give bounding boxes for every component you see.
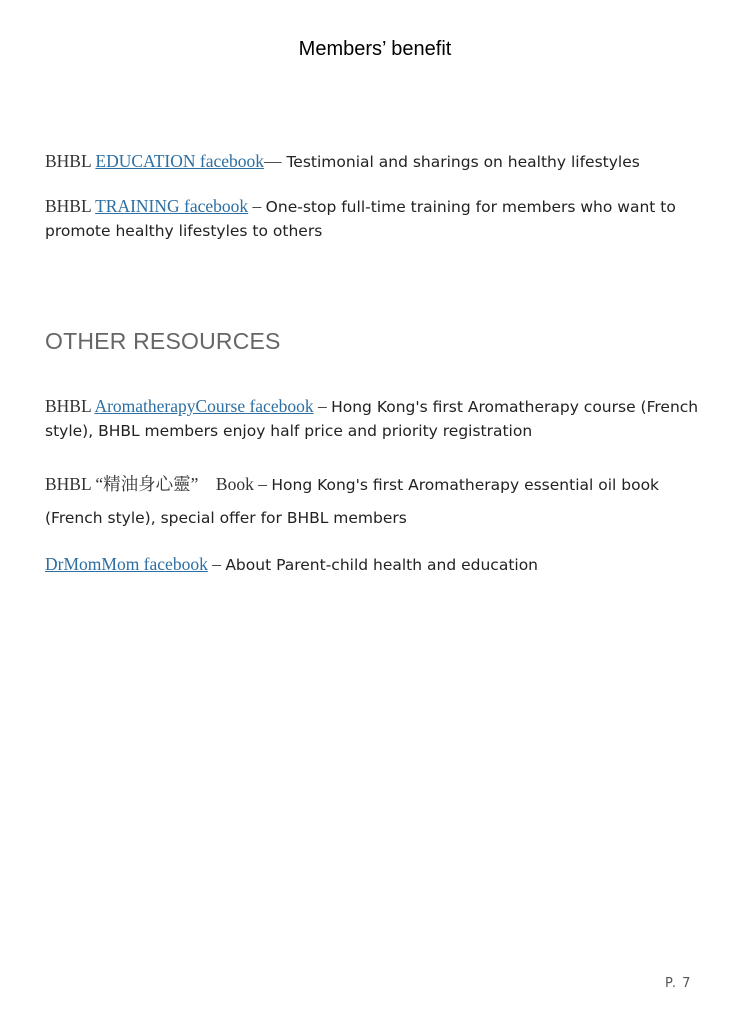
education-facebook-link[interactable]: EDUCATION facebook — [95, 151, 265, 171]
entry-description: One-stop full-time training for members who want to promote healthy lifestyles to others — [45, 198, 676, 240]
aromatherapy-facebook-link[interactable]: AromatherapyCourse facebook — [94, 396, 314, 416]
entry-dash: – — [248, 196, 266, 216]
entry-description: Hong Kong's first Aromatherapy course (French style), BHBL members enjoy half price and priority registration — [45, 398, 699, 440]
entry-dash: – — [207, 554, 226, 574]
training-entry — [45, 195, 685, 243]
entry-dash: – — [313, 396, 332, 416]
entry-description: About Parent-child health and education — [225, 556, 539, 574]
entry-description: Testimonial and sharings on healthy lifestyles — [281, 153, 640, 171]
education-entry — [45, 150, 705, 174]
entry-prefix: BHBL — [45, 196, 96, 216]
entry-prefix: BHBL — [45, 396, 95, 416]
aromatherapy-entry — [45, 395, 710, 443]
page-title: Members’ benefit — [298, 38, 452, 60]
book-entry — [45, 473, 705, 497]
training-facebook-link[interactable]: TRAINING facebook — [95, 196, 249, 216]
entry-description: Hong Kong's first Aromatherapy essential oil book — [271, 476, 660, 494]
drmommom-facebook-link[interactable]: DrMomMom facebook — [45, 554, 208, 574]
page-number: P. 7 — [665, 976, 692, 991]
book-description-continued: (French style), special offer for BHBL members — [45, 509, 407, 527]
entry-dash: — — [264, 151, 282, 171]
drmommom-entry — [45, 553, 705, 577]
book-title: BHBL “精油身心靈” Book – — [45, 474, 272, 494]
section-heading: OTHER RESOURCES — [45, 328, 281, 354]
entry-prefix: BHBL — [45, 151, 96, 171]
